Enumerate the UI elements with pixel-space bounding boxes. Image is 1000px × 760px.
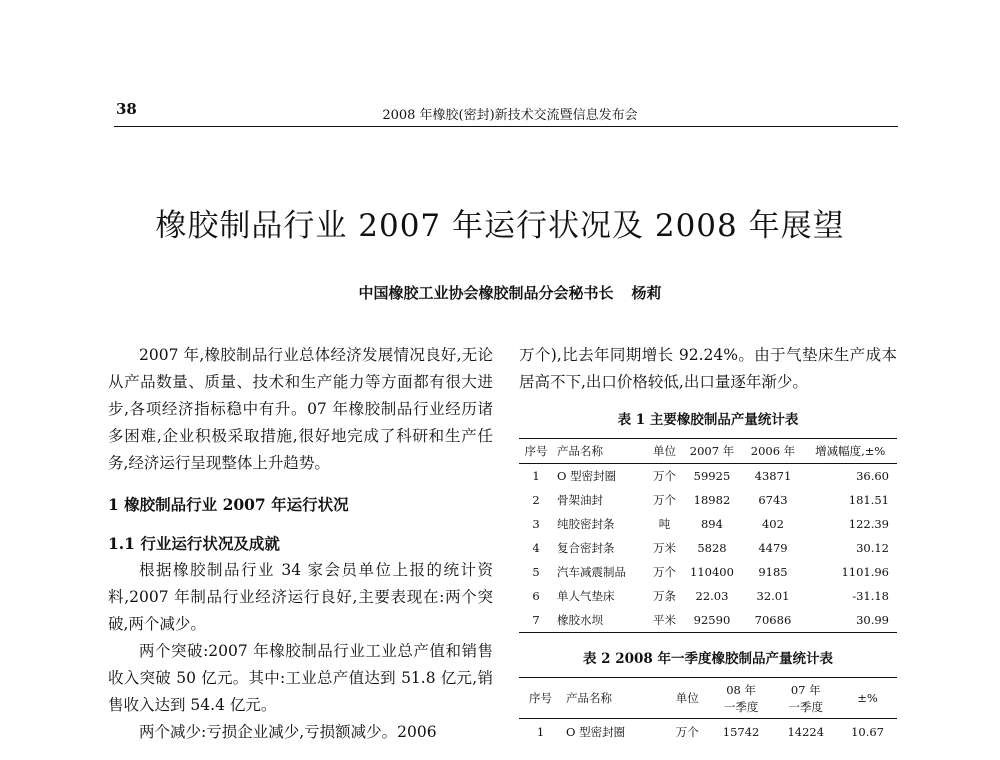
table-cell: 7 [519, 608, 553, 633]
table-cell: 吨 [658, 517, 671, 531]
table-cell: 4 [532, 541, 540, 555]
table-row [519, 464, 897, 489]
page-number: 38 [116, 100, 137, 118]
table1-header-2006: 2006 年 [742, 439, 803, 464]
table2-header-unit: 单位 [666, 678, 709, 719]
left-column [108, 342, 493, 746]
table-cell: 纯胶密封条 [557, 517, 615, 531]
table-cell: 1 [532, 469, 540, 483]
table1-header-name: 产品名称 [553, 439, 647, 464]
section-1-1-heading: 1.1 行业运行状况及成就 [108, 534, 280, 553]
table-cell: 6743 [758, 493, 788, 507]
table1-header-change: 增减幅度,±% [803, 439, 897, 464]
table-row [519, 512, 897, 536]
table1-caption: 表 1 主要橡胶制品产量统计表 [617, 412, 799, 428]
table-cell: O 型密封圈 [566, 725, 626, 739]
table-cell: 18982 [693, 493, 731, 507]
table-row [519, 608, 897, 633]
table-cell: 复合密封条 [557, 541, 615, 555]
table-row [519, 560, 897, 584]
table-cell: 骨架油封 [557, 493, 603, 507]
author-affiliation: 中国橡胶工业协会橡胶制品分会秘书长 [358, 284, 614, 302]
table-cell: 平米 [647, 608, 681, 633]
table-cell: 10.67 [851, 725, 885, 739]
article-title: 橡胶制品行业 2007 年运行状况及 2008 年展望 [155, 208, 845, 244]
table-cell: 万个 [652, 469, 676, 483]
table-cell: 894 [700, 517, 723, 531]
table-row [519, 584, 897, 608]
table1-header-2007: 2007 年 [681, 439, 742, 464]
table-cell: 6 [532, 589, 540, 603]
table-cell: 4479 [758, 541, 788, 555]
table-cell: 2 [532, 493, 540, 507]
table-cell: 单人气垫床 [557, 589, 615, 603]
table-cell: 3 [532, 517, 540, 531]
table2-caption: 表 2 2008 年一季度橡胶制品产量统计表 [582, 651, 834, 667]
table-cell: 181.51 [848, 493, 889, 507]
table1 [519, 438, 897, 633]
right-column [519, 342, 897, 745]
table-row [519, 536, 897, 560]
table-cell: 1101.96 [841, 565, 889, 579]
table-row [519, 488, 897, 512]
paragraph-4: 两个减少:亏损企业减少,亏损额减少。2006 [139, 723, 437, 741]
table-cell: 30.12 [856, 541, 889, 555]
running-header: 2008 年橡胶(密封)新技术交流暨信息发布会 [382, 108, 638, 123]
table-cell: -31.18 [852, 589, 889, 603]
table1-header-row [519, 439, 897, 464]
table-cell: 122.39 [848, 517, 889, 531]
table2-header-2008-line1: 08 年 [726, 683, 756, 697]
author-line [0, 282, 1000, 303]
table-cell: 万条 [652, 589, 676, 603]
table-cell: 15742 [722, 725, 760, 739]
table-cell: 汽车减震制品 [557, 565, 626, 579]
table-cell: 万个 [675, 725, 699, 739]
paragraph-2: 根据橡胶制品行业 34 家会员单位上报的统计资料,2007 年制品行业经济运行良好,主要表现在:两个突破,两个减少。 [108, 561, 493, 633]
table2-header-change: ±% [838, 678, 897, 719]
table2-header-2007-line1: 07 年 [790, 683, 821, 697]
table1-header-index: 序号 [519, 439, 553, 464]
table-cell: 1 [536, 725, 545, 739]
continued-paragraph: 万个),比去年同期增长 92.24%。由于气垫床生产成本居高不下,出口价格较低,出口量逐年渐少。 [519, 346, 897, 391]
table-cell: 110400 [690, 565, 734, 579]
table-cell: 9185 [758, 565, 788, 579]
intro-paragraph: 2007 年,橡胶制品行业总体经济发展情况良好,无论从产品数量、质量、技术和生产能力等方面都有很大进步,各项经济指标稳中有升。07 年橡胶制品行业经历诸多困难,企业积极采取措施,很好地完成了科研和生产任务,经济运行呈现整体上升趋势。 [108, 346, 493, 472]
table-cell: 5828 [697, 541, 727, 555]
table-cell: 5 [532, 565, 540, 579]
table-cell: 59925 [693, 469, 731, 483]
table-cell: 万米 [652, 541, 676, 555]
table2-header-row [519, 678, 897, 719]
table-cell: 32.01 [756, 589, 790, 603]
table-cell: 22.03 [695, 589, 729, 603]
paragraph-3: 两个突破:2007 年橡胶制品行业工业总产值和销售收入突破 50 亿元。其中:工业总产值达到 51.8 亿元,销售收入达到 54.4 亿元。 [108, 642, 493, 714]
table2-header-2007-line2: 一季度 [788, 700, 823, 714]
table-cell: 92590 [681, 608, 742, 633]
table-cell: 万个 [652, 565, 676, 579]
table-cell: 43871 [754, 469, 792, 483]
table-cell: 14224 [787, 725, 825, 739]
table1-header-unit: 单位 [647, 439, 681, 464]
table-row [519, 719, 897, 746]
section-1-heading: 1 橡胶制品行业 2007 年运行状况 [108, 495, 349, 514]
table2-header-index: 序号 [519, 678, 562, 719]
table2-header-2008-line2: 一季度 [723, 700, 759, 714]
table2 [519, 677, 897, 745]
table2-header-2007 [773, 678, 838, 719]
table-cell: 橡胶水坝 [553, 608, 647, 633]
table-cell: 30.99 [803, 608, 897, 633]
table-cell: 70686 [742, 608, 803, 633]
author-name: 杨莉 [631, 284, 662, 302]
table2-header-name: 产品名称 [562, 678, 666, 719]
table2-header-2008 [709, 678, 774, 719]
table-cell: 36.60 [856, 469, 889, 483]
table-cell: 402 [761, 517, 784, 531]
table-cell: O 型密封圈 [557, 469, 617, 483]
table-cell: 万个 [652, 493, 676, 507]
header-rule [114, 126, 898, 127]
